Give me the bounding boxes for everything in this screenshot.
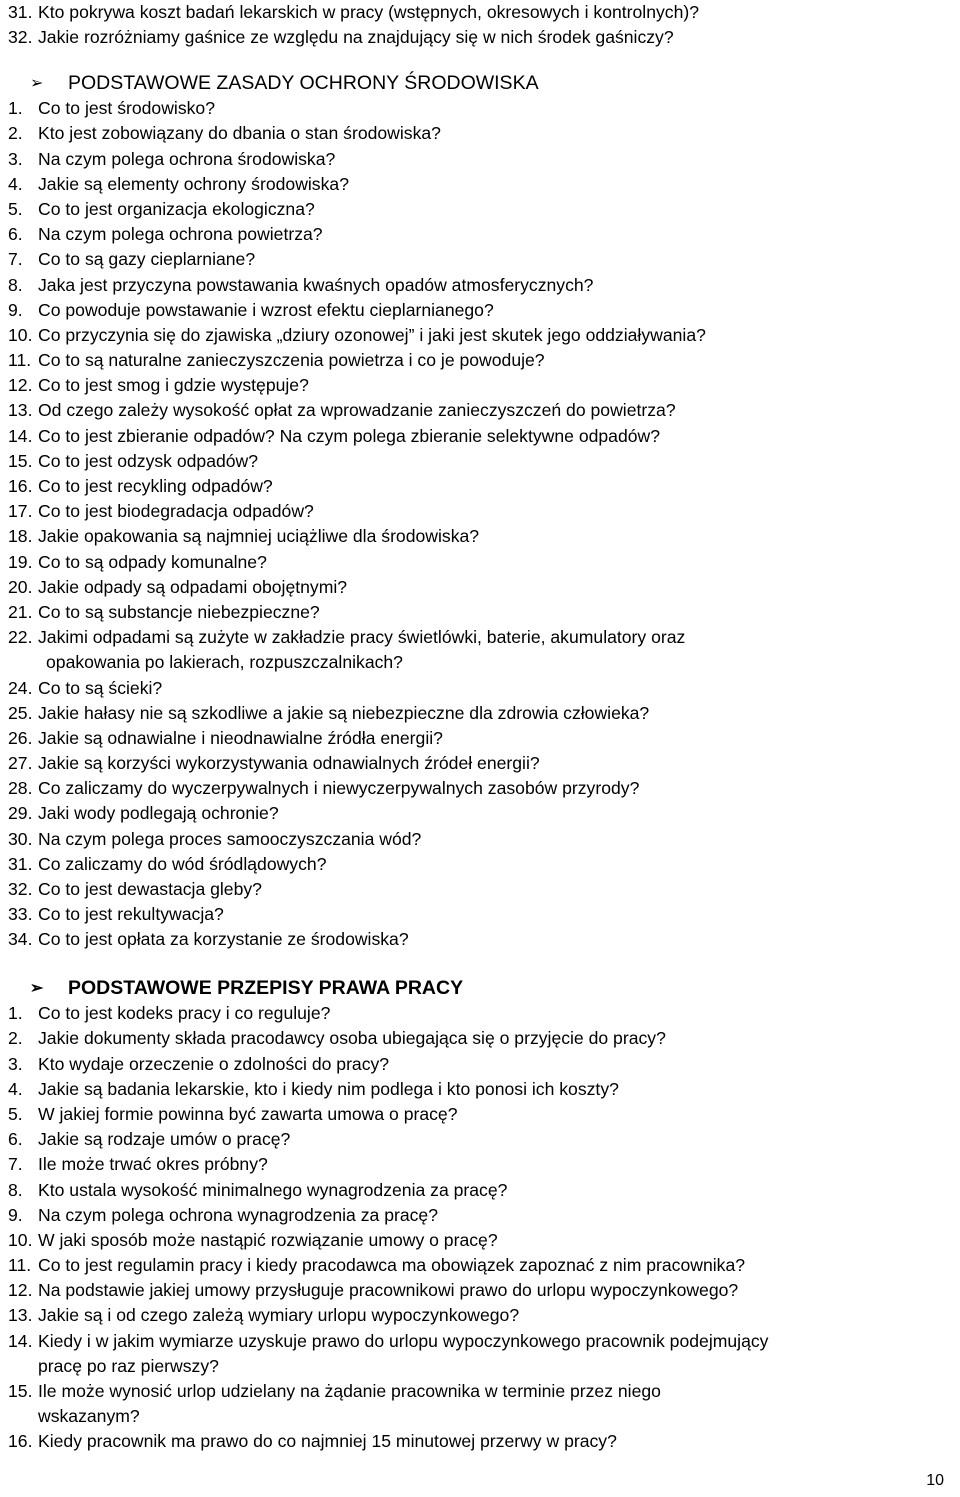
item-number: 3. (8, 148, 23, 169)
list-item (8, 298, 950, 323)
list-item (8, 499, 950, 524)
item-text: Jakie są elementy ochrony środowiska? (38, 173, 349, 194)
list-item (8, 1052, 950, 1077)
list-item (8, 247, 950, 272)
item-text: Kto jest zobowiązany do dbania o stan środowiska? (38, 123, 441, 144)
item-number: 5. (8, 1103, 23, 1124)
item-number: 3. (8, 1053, 23, 1074)
list-item (8, 147, 950, 172)
item-text: Co zaliczamy do wód śródlądowych? (38, 853, 327, 874)
list-item-continuation (8, 650, 950, 675)
list-item (8, 1077, 950, 1102)
item-text: Na czym polega ochrona wynagrodzenia za pracę? (38, 1204, 439, 1225)
item-number: 4. (8, 1078, 23, 1099)
list-item (8, 25, 950, 50)
section-title: PODSTAWOWE PRZEPISY PRAWA PRACY (68, 977, 464, 999)
list-item (8, 1001, 950, 1026)
item-text: Jakie są rodzaje umów o pracę? (38, 1129, 291, 1150)
list-item (8, 474, 950, 499)
list-item (8, 1152, 950, 1177)
item-number: 29. (8, 803, 33, 824)
item-number: 17. (8, 501, 33, 522)
item-text: Jaki wody podlegają ochronie? (38, 803, 279, 824)
item-text: Jakie rozróżniamy gaśnice ze względu na znajdujący się w nich środek gaśniczy? (38, 27, 674, 48)
list-item (8, 1203, 950, 1228)
arrow-bullet-icon: ➢ (30, 75, 44, 92)
item-text: Co powoduje powstawanie i wzrost efektu cieplarnianego? (38, 299, 494, 320)
item-number: 14. (8, 425, 33, 446)
page-number: 10 (926, 1472, 944, 1489)
item-text: Jakie są badania lekarskie, kto i kiedy nim podlega i kto ponosi ich koszty? (38, 1078, 619, 1099)
item-text: Co to jest środowisko? (38, 98, 215, 119)
item-number: 25. (8, 702, 33, 723)
list-item (8, 398, 950, 423)
item-text: Co to jest organizacja ekologiczna? (38, 198, 315, 219)
list-item (8, 550, 950, 575)
list-item (8, 726, 950, 751)
list-item (8, 524, 950, 549)
item-number: 7. (8, 249, 23, 270)
list-item (8, 776, 950, 801)
item-text: Co to są substancje niebezpieczne? (38, 601, 320, 622)
item-number: 11. (8, 350, 32, 371)
list-item (8, 172, 950, 197)
list-item (8, 1102, 950, 1127)
list-item (8, 600, 950, 625)
item-number: 2. (8, 1028, 23, 1049)
list-item (8, 877, 950, 902)
item-number: 22. (8, 627, 33, 648)
item-text: Na czym polega proces samooczyszczania wód? (38, 828, 422, 849)
list-item (8, 1329, 950, 1354)
item-number: 28. (8, 778, 33, 799)
item-number: 12. (8, 1280, 33, 1301)
item-number: 2. (8, 123, 23, 144)
list-item (8, 701, 950, 726)
item-number: 9. (8, 299, 23, 320)
list-item (8, 801, 950, 826)
item-number: 30. (8, 828, 33, 849)
top-question-list (8, 0, 950, 50)
list-item (8, 676, 950, 701)
list-item (8, 1178, 950, 1203)
list-item (8, 197, 950, 222)
item-number: 8. (8, 274, 23, 295)
item-text: Jakie są odnawialne i nieodnawialne źródła energii? (38, 727, 443, 748)
item-text: Co to jest kodeks pracy i co reguluje? (38, 1003, 331, 1024)
list-item (8, 902, 950, 927)
list-item (8, 1228, 950, 1253)
item-number: 10. (8, 1229, 33, 1250)
list-item (8, 751, 950, 776)
list-item (8, 1127, 950, 1152)
list-item (8, 323, 950, 348)
item-number: 10. (8, 324, 33, 345)
list-item (8, 373, 950, 398)
item-number: 26. (8, 727, 33, 748)
item-text: Co to są naturalne zanieczyszczenia powietrza i co je powoduje? (38, 350, 545, 371)
item-number: 15. (8, 1381, 33, 1401)
item-text: Na czym polega ochrona powietrza? (38, 224, 323, 245)
item-text: Jakie odpady są odpadami obojętnymi? (38, 576, 348, 597)
item-text: Jakie hałasy nie są szkodliwe a jakie są niebezpieczne dla zdrowia człowieka? (38, 702, 650, 723)
item-text: Kto ustala wysokość minimalnego wynagrodzenia za pracę? (38, 1179, 508, 1200)
list-item-continuation (8, 1404, 950, 1429)
item-text: Kiedy i w jakim wymiarze uzyskuje prawo do urlopu wypoczynkowego pracownik podejmujący (38, 1330, 769, 1351)
item-number: 14. (8, 1330, 33, 1351)
item-number: 5. (8, 198, 23, 219)
section-heading (8, 976, 950, 1001)
list-item (8, 852, 950, 877)
list-item (8, 1026, 950, 1051)
item-text: Jaka jest przyczyna powstawania kwaśnych opadów atmosferycznych? (38, 274, 594, 295)
list-item (8, 121, 950, 146)
list-item (8, 827, 950, 852)
item-number: 31. (8, 2, 33, 22)
item-number: 12. (8, 375, 33, 396)
item-text: Co to jest dewastacja gleby? (38, 879, 262, 899)
item-text: Od czego zależy wysokość opłat za wprowadzanie zanieczyszczeń do powietrza? (38, 400, 676, 421)
list-item (8, 575, 950, 600)
item-text: Jakie opakowania są najmniej uciążliwe dla środowiska? (38, 526, 480, 547)
item-text: Jakimi odpadami są zużyte w zakładzie pracy świetlówki, baterie, akumulatory oraz (38, 627, 686, 648)
item-text: Jakie dokumenty składa pracodawcy osoba ubiegająca się o przyjęcie do pracy? (38, 1028, 666, 1049)
item-text: Kto pokrywa koszt badań lekarskich w pracy (wstępnych, okresowych i kontrolnych)? (38, 2, 700, 22)
item-number: 1. (8, 1003, 23, 1024)
item-text: Kto wydaje orzeczenie o zdolności do pracy? (38, 1053, 390, 1074)
item-text: W jaki sposób może nastąpić rozwiązanie umowy o pracę? (38, 1229, 498, 1250)
list-item (8, 222, 950, 247)
item-number: 27. (8, 753, 33, 774)
item-text: Co to jest odzysk odpadów? (38, 450, 259, 471)
item-number: 32. (8, 27, 33, 48)
item-number: 24. (8, 677, 33, 698)
item-number: 21. (8, 601, 33, 622)
item-number: 16. (8, 1431, 33, 1452)
section-environment (8, 71, 950, 953)
item-number: 19. (8, 551, 33, 572)
item-number: 13. (8, 1305, 33, 1326)
item-text: Co to jest smog i gdzie występuje? (38, 375, 309, 396)
section-labor-law (8, 976, 950, 1455)
list-item (8, 273, 950, 298)
item-number: 18. (8, 526, 33, 547)
item-text: Co przyczynia się do zjawiska „dziury ozonowej” i jaki jest skutek jego oddziaływania? (38, 324, 706, 345)
item-number: 13. (8, 400, 33, 421)
item-text-continued: opakowania po lakierach, rozpuszczalnikach? (46, 652, 403, 673)
list-item (8, 1253, 950, 1278)
item-number: 20. (8, 576, 33, 597)
item-text-continued: pracę po raz pierwszy? (38, 1355, 219, 1376)
item-number: 16. (8, 476, 33, 496)
item-text: Co to jest biodegradacja odpadów? (38, 501, 314, 522)
section-title: PODSTAWOWE ZASADY OCHRONY ŚRODOWISKA (68, 72, 539, 94)
item-number: 6. (8, 224, 23, 245)
item-number: 31. (8, 853, 33, 874)
arrow-bullet-icon: ➢ (30, 980, 44, 997)
list-item (8, 1429, 950, 1454)
item-number: 1. (8, 98, 23, 119)
item-text: Jakie są korzyści wykorzystywania odnawialnych źródeł energii? (38, 753, 540, 774)
item-number: 33. (8, 904, 33, 925)
item-text: Co to jest regulamin pracy i kiedy pracodawca ma obowiązek zapoznać z nim pracownika? (38, 1255, 746, 1276)
item-number: 7. (8, 1154, 23, 1175)
item-text: Ile może wynosić urlop udzielany na żądanie pracownika w terminie przez niego (38, 1381, 661, 1401)
item-text: Co to są odpady komunalne? (38, 551, 267, 572)
item-text: Co to jest opłata za korzystanie ze środowiska? (38, 929, 409, 950)
item-number: 34. (8, 929, 33, 950)
item-text: Jakie są i od czego zależą wymiary urlopu wypoczynkowego? (38, 1305, 520, 1326)
list-item (8, 927, 950, 952)
item-number: 6. (8, 1129, 23, 1150)
item-text: W jakiej formie powinna być zawarta umowa o pracę? (38, 1103, 458, 1124)
item-text: Na czym polega ochrona środowiska? (38, 148, 336, 169)
item-text: Co to jest zbieranie odpadów? Na czym polega zbieranie selektywne odpadów? (38, 425, 661, 446)
item-text: Ile może trwać okres próbny? (38, 1154, 268, 1175)
item-number: 32. (8, 879, 33, 899)
list-item (8, 1278, 950, 1303)
list-item (8, 96, 950, 121)
list-item (8, 424, 950, 449)
list-item (8, 0, 950, 25)
item-text: Kiedy pracownik ma prawo do co najmniej 15 minutowej przerwy w pracy? (38, 1431, 617, 1452)
item-text: Co to jest recykling odpadów? (38, 476, 273, 496)
list-item (8, 348, 950, 373)
list-item (8, 449, 950, 474)
item-number: 8. (8, 1179, 23, 1200)
item-text: Na podstawie jakiej umowy przysługuje pracownikowi prawo do urlopu wypoczynkowego? (38, 1280, 739, 1301)
list-item-continuation (8, 1354, 950, 1379)
item-text: Co zaliczamy do wyczerpywalnych i niewyczerpywalnych zasobów przyrody? (38, 778, 640, 799)
list-item (8, 625, 950, 650)
item-number: 4. (8, 173, 23, 194)
list-item (8, 1379, 950, 1404)
item-number: 11. (8, 1255, 32, 1276)
item-number: 9. (8, 1204, 23, 1225)
item-text: Co to są ścieki? (38, 677, 163, 698)
item-text-continued: wskazanym? (38, 1406, 140, 1427)
section-heading (8, 71, 950, 96)
item-number: 15. (8, 450, 33, 471)
item-text: Co to są gazy cieplarniane? (38, 249, 256, 270)
item-text: Co to jest rekultywacja? (38, 904, 224, 925)
list-item (8, 1303, 950, 1328)
